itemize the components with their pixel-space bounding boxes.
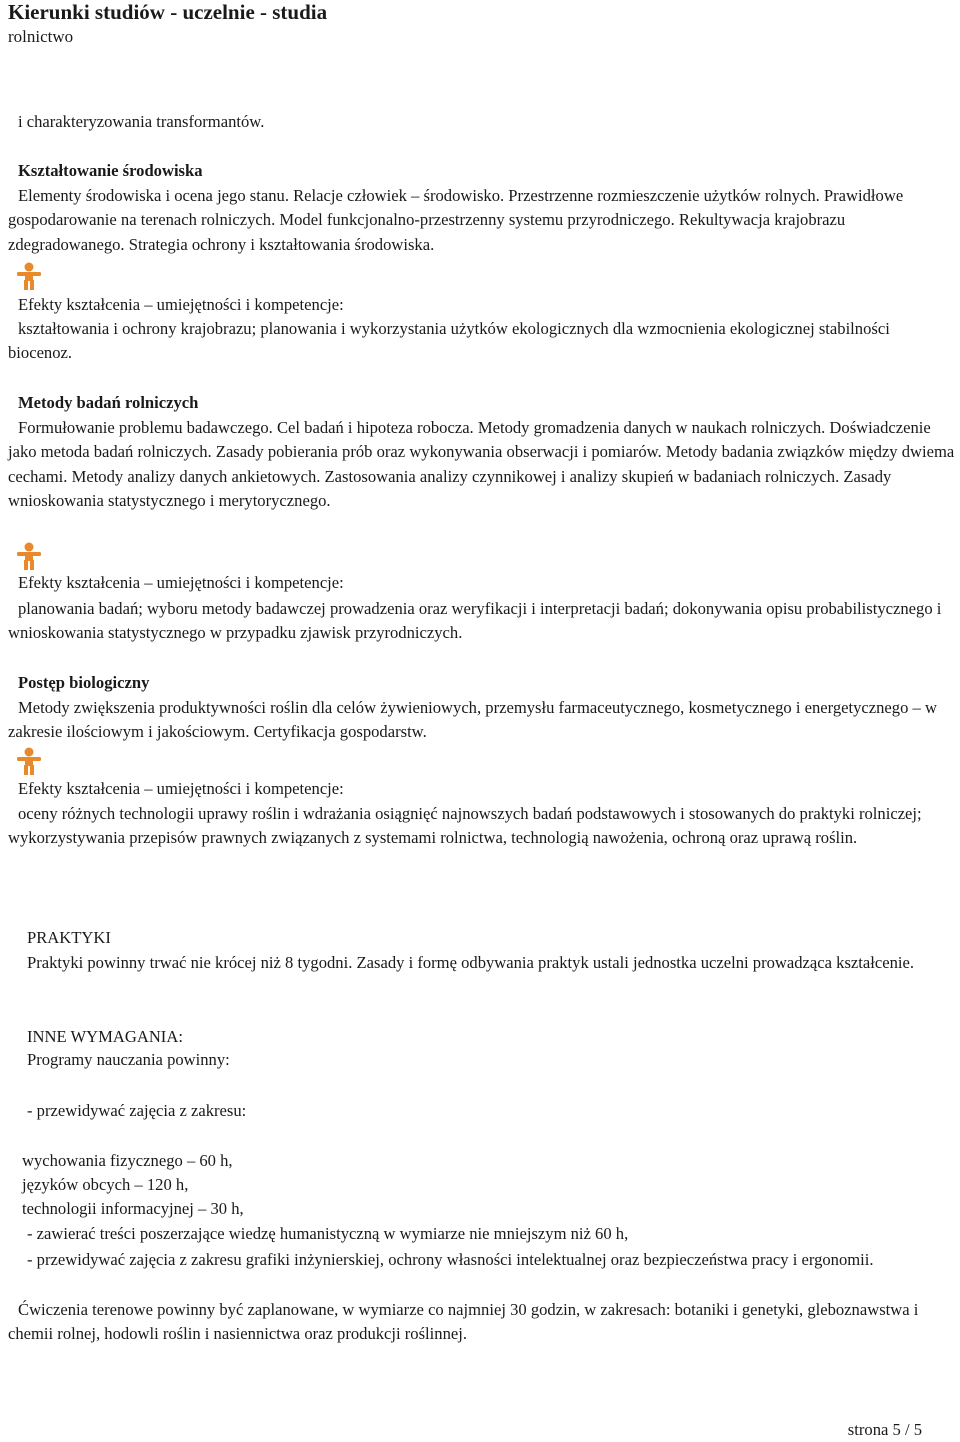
inne-sublist-item: języków obcych – 120 h, xyxy=(22,1175,189,1194)
document-header xyxy=(8,0,327,48)
section-heading-text: Kształtowanie środowiska xyxy=(18,161,203,180)
section-body-postep xyxy=(8,696,956,745)
figure-icon xyxy=(14,746,44,776)
figure-icon xyxy=(14,541,44,571)
section-body-text: Formułowanie problemu badawczego. Cel badań i hipoteza robocza. Metody gromadzenia danych w naukach rolniczych. Doświadczenie jako metoda badań rolniczych. Zasady pobierania prób oraz wykonywania obserwacji i pomiarów. Metody badania związków między dwiema cechami. Metody analizy danych ankietowych. Zastosowania analizy czynnikowej i analizy skupień w badaniach rolniczych. Zasady wnioskowania statystycznego i merytorycznego. xyxy=(8,418,955,510)
inne-item-text: - przewidywać zajęcia z zakresu grafiki inżynierskiej, ochrony własności intelektualnej oraz bezpieczeństwa pracy i ergonomii. xyxy=(27,1250,874,1269)
section-heading-text: Postęp biologiczny xyxy=(18,673,150,692)
inne-list-item xyxy=(8,1248,956,1272)
efekty-label-text: Efekty kształcenia – umiejętności i kompetencje: xyxy=(18,295,344,314)
efekty-body-text: oceny różnych technologii uprawy roślin i wdrażania osiągnięć najnowszych badań podstawowych i stosowanych do praktyki rolniczej; wykorzystywania przepisów prawnych związanych z systemami rolnictwa, technologią nawożenia, ochroną oraz uprawą roślin. xyxy=(8,804,922,848)
efekty-body-3 xyxy=(8,802,956,851)
section-body-text: Elementy środowiska i ocena jego stanu. Relacje człowiek – środowisko. Przestrzenne rozmieszczenie użytków rolnych. Prawidłowe gospodarowanie na terenach rolniczych. Model funkcjonalno-przestrzenny systemu przyrodniczego. Rekultywacja krajobrazu zdegradowanego. Strategia ochrony i kształtowania środowiska. xyxy=(8,186,904,254)
section-heading-metody xyxy=(8,391,956,415)
inne-intro-text: Programy nauczania powinny: xyxy=(27,1050,230,1069)
inne-sublist-item: wychowania fizycznego – 60 h, xyxy=(22,1151,233,1170)
inne-heading xyxy=(8,1025,956,1049)
section-body-ksztaltowanie xyxy=(8,184,956,257)
inne-heading-text: INNE WYMAGANIA: xyxy=(27,1027,183,1046)
praktyki-heading-text: PRAKTYKI xyxy=(27,928,111,947)
inne-intro xyxy=(8,1048,956,1072)
inne-sublist-item: technologii informacyjnej – 30 h, xyxy=(22,1199,244,1218)
figure-icon xyxy=(14,261,44,291)
section-body-metody xyxy=(8,416,956,513)
intro-line xyxy=(8,110,956,134)
efekty-label-text: Efekty kształcenia – umiejętności i kompetencje: xyxy=(18,779,344,798)
inne-list-item xyxy=(8,1099,956,1123)
praktyki-body-text: Praktyki powinny trwać nie krócej niż 8 tygodni. Zasady i formę odbywania praktyk ustali jednostka uczelni prowadząca kształcenie. xyxy=(27,953,915,972)
inne-final-text: Ćwiczenia terenowe powinny być zaplanowane, w wymiarze co najmniej 30 godzin, w zakresach: botaniki i genetyki, gleboznawstwa i chemii rolnej, hodowli roślin i nasiennictwa oraz produkcji roślinnej. xyxy=(8,1300,919,1344)
efekty-label-text: Efekty kształcenia – umiejętności i kompetencje: xyxy=(18,573,344,592)
page-subtitle: rolnictwo xyxy=(8,27,74,46)
efekty-body-2 xyxy=(8,597,956,646)
efekty-label-3 xyxy=(8,777,956,801)
page-number: strona 5 / 5 xyxy=(847,1420,922,1439)
efekty-label-2 xyxy=(8,571,956,595)
intro-text: i charakteryzowania transformantów. xyxy=(18,112,265,131)
inne-item-text: - przewidywać zajęcia z zakresu: xyxy=(27,1101,247,1120)
section-heading-ksztaltowanie xyxy=(8,159,956,183)
inne-item-text: - zawierać treści poszerzające wiedzę humanistyczną w wymiarze nie mniejszym niż 60 h, xyxy=(27,1224,629,1243)
efekty-body-text: planowania badań; wyboru metody badawczej prowadzenia oraz weryfikacji i interpretacji badań; dokonywania opisu probabilistycznego i wnioskowania statystycznego w przypadku zjawisk przyrodniczych. xyxy=(8,599,942,643)
efekty-body-text: kształtowania i ochrony krajobrazu; planowania i wykorzystania użytków ekologicznych dla wzmocnienia ekologicznej stabilności biocenoz. xyxy=(8,319,890,363)
section-body-text: Metody zwiększenia produktywności roślin dla celów żywieniowych, przemysłu farmaceutycznego, kosmetycznego i energetycznego – w zakresie ilościowym i jakościowym. Certyfikacja gospodarstw. xyxy=(8,698,937,742)
praktyki-heading xyxy=(8,926,956,950)
section-heading-postep xyxy=(8,671,956,695)
efekty-label-1 xyxy=(8,293,956,317)
inne-list-item xyxy=(8,1222,956,1246)
inne-final-paragraph xyxy=(8,1298,956,1347)
praktyki-body xyxy=(8,951,956,975)
efekty-body-1 xyxy=(8,317,956,366)
page-title: Kierunki studiów - uczelnie - studia xyxy=(8,0,328,24)
section-heading-text: Metody badań rolniczych xyxy=(18,393,199,412)
